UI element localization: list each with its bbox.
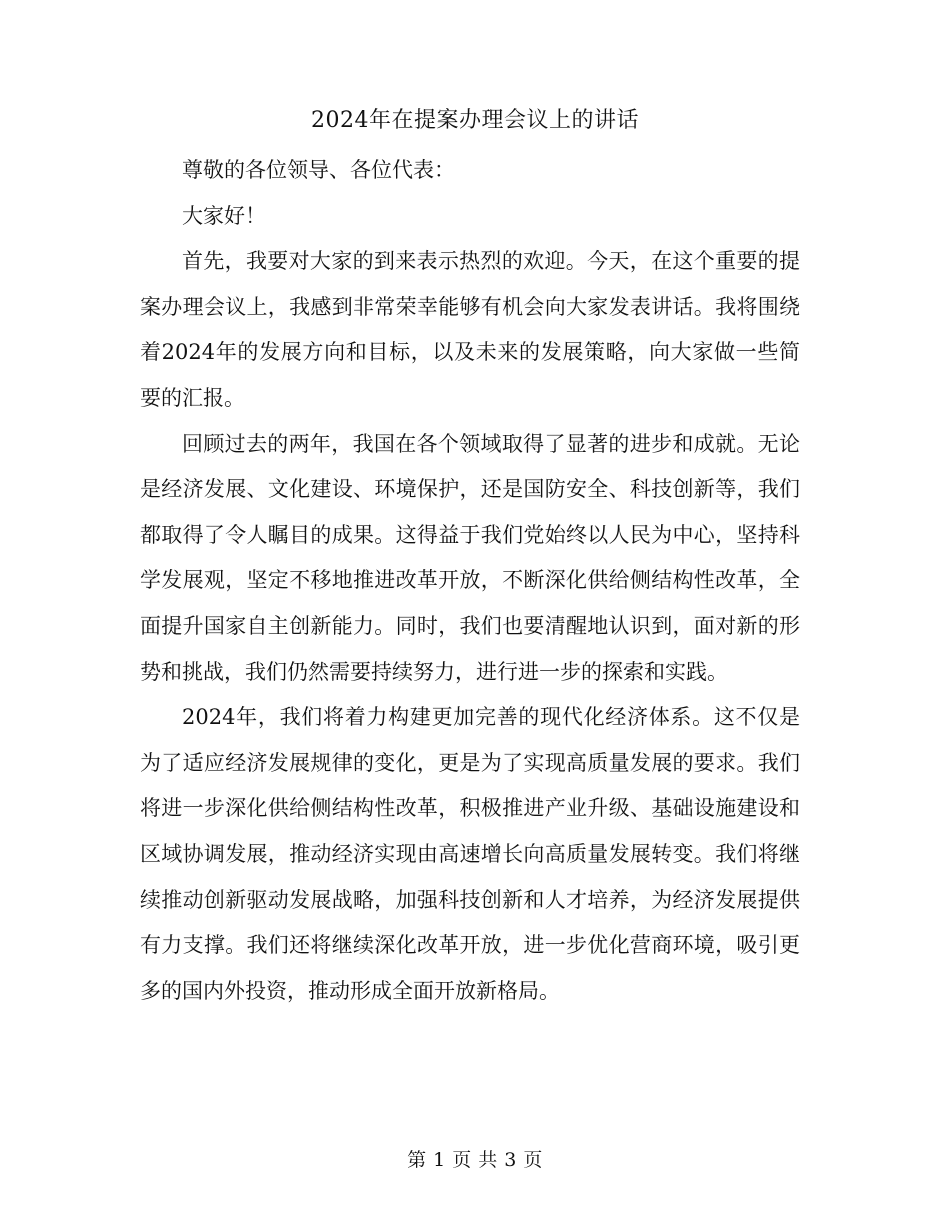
- paragraph-review: 回顾过去的两年，我国在各个领域取得了显著的进步和成就。无论是经济发展、文化建设、环境保护，还是国防安全、科技创新等，我们都取得了令人瞩目的成果。这得益于我们党始终以人民为中心，坚持科学发展观，坚定不移地推进改革开放，不断深化供给侧结构性改革，全面提升国家自主创新能力。同时，我们也要清醒地认识到，面对新的形势和挑战，我们仍然需要持续努力，进行进一步的探索和实践。: [140, 431, 800, 684]
- document-title: 2024年在提案办理会议上的讲话: [311, 108, 639, 133]
- document-body: [140, 148, 800, 1014]
- salutation: 尊敬的各位领导、各位代表：: [182, 158, 455, 182]
- page-number-footer: 第 1 页 共 3 页: [407, 1149, 543, 1171]
- greeting: 大家好！: [182, 203, 266, 228]
- paragraph-welcome: 首先，我要对大家的到来表示热烈的欢迎。今天，在这个重要的提案办理会议上，我感到非常荣幸能够有机会向大家发表讲话。我将围绕着2024年的发展方向和目标，以及未来的发展策略，向大家做一些简要的汇报。: [140, 249, 800, 410]
- paragraph-2024-plan: 2024年，我们将着力构建更加完善的现代化经济体系。这不仅是为了适应经济发展规律的变化，更是为了实现高质量发展的要求。我们将进一步深化供给侧结构性改革，积极推进产业升级、基础设施建设和区域协调发展，推动经济实现由高速增长向高质量发展转变。我们将继续推动创新驱动发展战略，加强科技创新和人才培养，为经济发展提供有力支撑。我们还将继续深化改革开放，进一步优化营商环境，吸引更多的国内外投资，推动形成全面开放新格局。: [140, 705, 800, 1003]
